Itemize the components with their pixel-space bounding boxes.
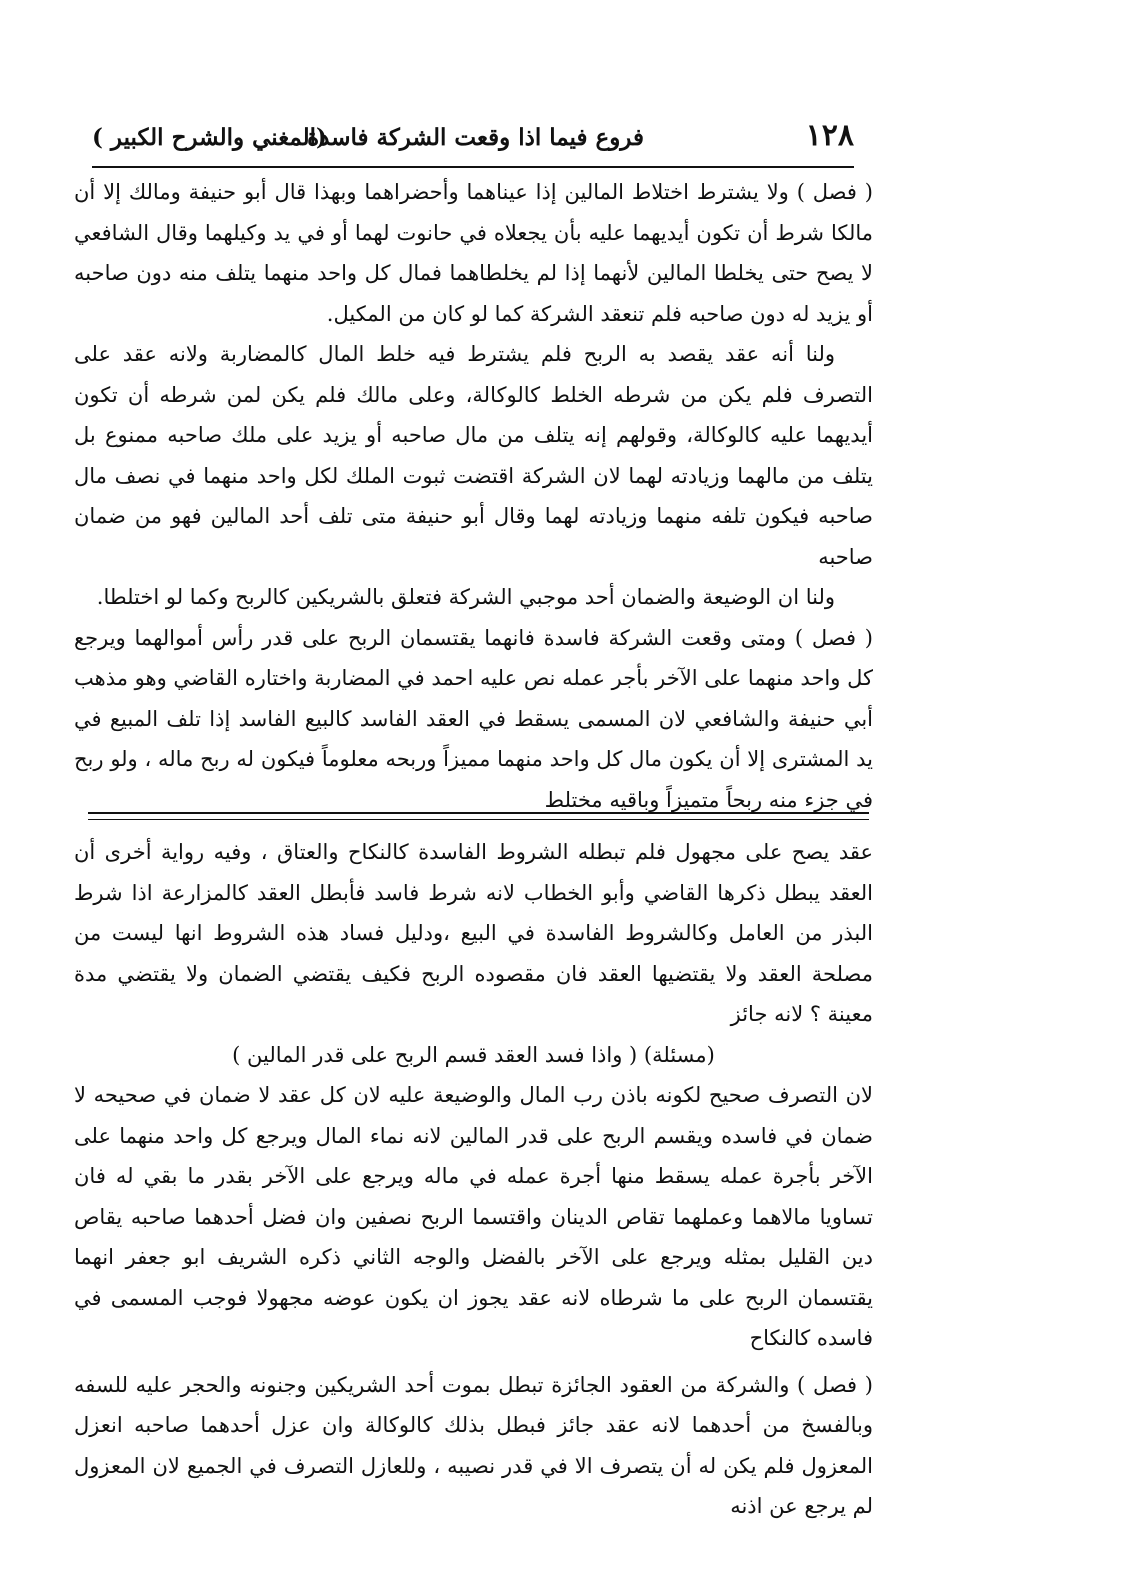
commentary-text	[74, 172, 873, 820]
section-title: فروع فيما اذا وقعت الشركة فاسدة	[307, 124, 644, 151]
paragraph: ( فصل ) والشركة من العقود الجائزة تبطل بموت أحد الشريكين وجنونه والحجر عليه للسفه وبالفسخ من أحدهما لانه عقد جائز فبطل بذلك كالوكالة وان عزل أحدهما صاحبه انعزل المعزول فلم يكن له أن يتصرف الا في قدر نصيبه ، وللعازل التصرف في الجميع لان المعزول لم يرجع عن اذنه	[74, 1372, 873, 1518]
paragraph: ولنا ان الوضيعة والضمان أحد موجبي الشركة فتعلق بالشريكين كالربح وكما لو اختلطا.	[96, 585, 835, 609]
paragraph: لان التصرف صحيح لكونه باذن رب المال والوضيعة عليه لان كل عقد لا ضمان في صحيحه لا ضمان في فاسده ويقسم الربح على قدر المالين لانه نماء المال ويرجع كل واحد منهما على الآخر بأجرة عمله يسقط منها أجرة عمله في ماله ويرجع على الآخر بقدر ما بقي له فان تساويا مالاهما وعملهما تقاص الدينان واقتسما الربح نصفين وان فضل أحدهما صاحبه يقاص دين القليل بمثله ويرجع على الآخر بالفضل والوجه الثاني ذكره الشريف ابو جعفر انهما يقتسمان الربح على ما شرطاه لانه عقد يجوز ان يكون عوضه مجهولا فوجب المسمى في فاسده كالنكاح	[74, 1083, 873, 1350]
main-text	[74, 832, 873, 1527]
paragraph: ( فصل ) ولا يشترط اختلاط المالين إذا عيناهما وأحضراهما وبهذا قال أبو حنيفة ومالك إلا أن مالكا شرط أن تكون أيديهما عليه بأن يجعلاه في حانوت لهما أو في يد وكيلهما وقال الشافعي لا يصح حتى يخلطا المالين لأنهما إذا لم يخلطاهما فمال كل واحد منهما يتلف منه دون صاحبه أو يزيد له دون صاحبه فلم تنعقد الشركة كما لو كان من المكيل.	[74, 180, 873, 326]
paragraph: ولنا أنه عقد يقصد به الربح فلم يشترط فيه خلط المال كالمضاربة ولانه عقد على التصرف فلم يكن من شرطه الخلط كالوكالة، وعلى مالك فلم يكن لمن شرطه أن تكون أيديهما عليه كالوكالة، وقولهم إنه يتلف من مال صاحبه أو يزيد على ملك صاحبه ممنوع بل يتلف من مالهما وزيادته لهما لان الشركة اقتضت ثبوت الملك لكل واحد منهما في نصف مال صاحبه فيكون تلفه منهما وزيادته لهما وقال أبو حنيفة متى تلف أحد المالين فهو من ضمان صاحبه	[74, 342, 873, 569]
book-title: (المغني والشرح الكبير )	[92, 124, 327, 151]
page-number: ١٢٨	[805, 118, 854, 153]
masala-heading: (مسئلة) ( واذا فسد العقد قسم الربح على قدر المالين )	[232, 1042, 715, 1067]
paragraph: عقد يصح على مجهول فلم تبطله الشروط الفاسدة كالنكاح والعتاق ، وفيه رواية أخرى أن العقد يبطل ذكرها القاضي وأبو الخطاب لانه شرط فاسد فأبطل العقد كالمزارعة اذا شرط البذر من العامل وكالشروط الفاسدة في البيع ،ودليل فساد هذه الشروط انها ليست من مصلحة العقد ولا يقتضيها العقد فان مقصوده الربح فكيف يقتضي الضمان ولا يقتضي مدة معينة ؟ لانه جائز	[74, 840, 873, 1026]
page-header	[92, 116, 854, 168]
section-divider	[88, 819, 869, 820]
paragraph: ( فصل ) ومتى وقعت الشركة فاسدة فانهما يقتسمان الربح على قدر رأس أموالهما ويرجع كل واحد منهما على الآخر بأجر عمله نص عليه احمد في المضاربة واختاره القاضي وهو مذهب أبي حنيفة والشافعي لان المسمى يسقط في العقد الفاسد كالبيع الفاسد إذا تلف المبيع في يد المشترى إلا أن يكون مال كل واحد منهما مميزاً وربحه معلوماً فيكون له ربح ماله ، ولو ربح في جزء منه ربحاً متميزاً وباقيه مختلط	[74, 625, 873, 812]
section-divider	[88, 812, 869, 814]
